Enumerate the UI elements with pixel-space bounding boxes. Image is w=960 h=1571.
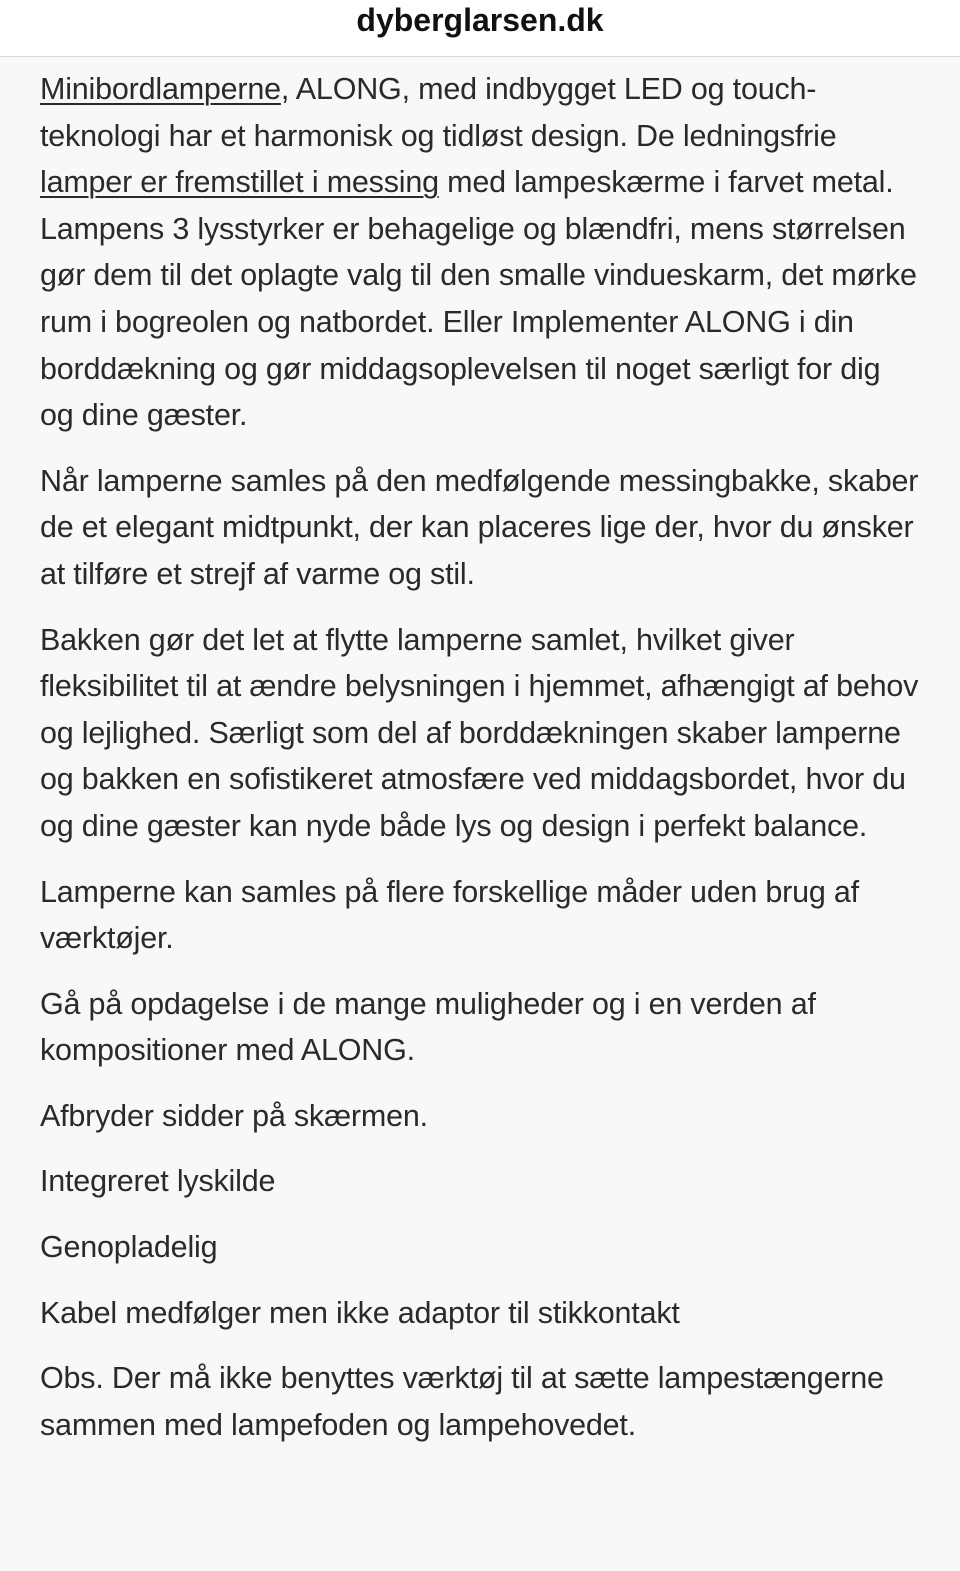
description-paragraph-flexibility: Bakken gør det let at flytte lamperne samlet, hvilket giver fleksibilitet til at ændre belysningen i hjemmet, afhængigt af behov og lejlighed. Særligt som del af borddækningen skaber lamperne og bakken en sofistikeret atmosfære ved middagsbordet, hvor du og dine gæster kan nyde både lys og design i perfekt balance. [40, 622, 919, 843]
messing-lamper-link[interactable]: lamper er fremstillet i messing [40, 165, 439, 200]
description-paragraph-assembly: Lamperne kan samles på flere forskellige måder uden brug af værktøjer. [40, 874, 859, 956]
feature-switch: Afbryder sidder på skærmen. [40, 1098, 428, 1133]
description-paragraph-intro [40, 66, 920, 439]
description-paragraph-tray: Når lamperne samles på den medfølgende messingbakke, skaber de et elegant midtpunkt, der kan placeres lige der, hvor du ønsker at tilføre et strejf af varme og stil. [40, 463, 919, 591]
note-tools: Obs. Der må ikke benyttes værktøj til at sætte lampestængerne sammen med lampefoden og lampehovedet. [40, 1361, 884, 1442]
minibordlamper-link[interactable]: Minibordlamperne [40, 72, 281, 106]
intro-text-2: med lampeskærme i farvet metal. Lampens 3 lysstyrker er behagelige og blændfri, mens størrelsen gør dem til det oplagte valg til den smalle vindueskarm, det mørke rum i bogreolen og natbordet. Eller Implementer ALONG i din borddækning og gør middagsoplevelsen til noget særligt for dig og dine gæster. [40, 165, 917, 433]
site-domain[interactable]: dyberglarsen.dk [356, 2, 604, 38]
feature-light-source: Integreret lyskilde [40, 1164, 276, 1199]
intro-text-1: , ALONG, med indbygget LED og touch-teknologi har et harmonisk og tidløst design. De ledningsfrie [40, 72, 837, 153]
feature-cable: Kabel medfølger men ikke adaptor til stikkontakt [40, 1295, 680, 1330]
product-description [40, 66, 920, 1467]
description-paragraph-explore: Gå på opdagelse i de mange muligheder og i en verden af kompositioner med ALONG. [40, 986, 816, 1068]
browser-address-bar[interactable] [0, 0, 960, 57]
feature-rechargeable: Genopladelig [40, 1230, 218, 1265]
